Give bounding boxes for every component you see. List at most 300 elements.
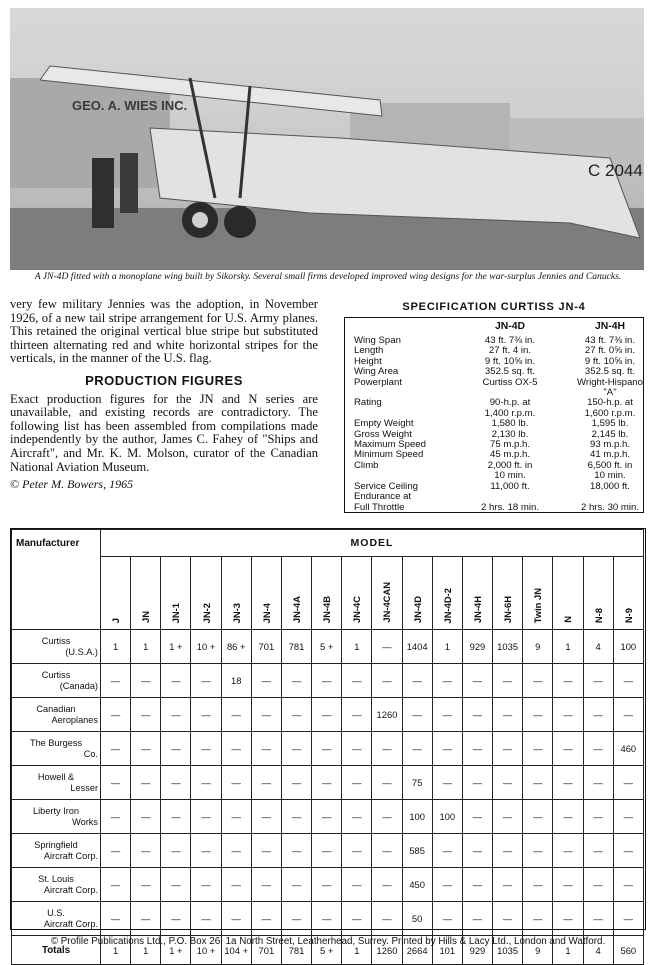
spec-value-jn4h [545,492,654,502]
production-count-cell: — [281,868,311,902]
production-count-cell: — [523,732,553,766]
author-copyright: © Peter M. Bowers, 1965 [10,477,134,492]
manufacturer-name [12,630,101,664]
production-count-cell: 1 [101,936,131,965]
spec-value-jn4h: 18,000 ft. [589,480,630,492]
manufacturer-name-line1: Curtiss [41,635,71,646]
production-count-cell: — [221,800,251,834]
spec-value-jn4d: 1,400 r.p.m. [484,407,536,419]
production-count-cell: — [372,664,402,698]
model-name: JN-4D-2 [441,587,453,623]
model-column-header [131,557,161,630]
production-count-cell: — [281,902,311,936]
model-name: JN-4A [291,595,303,623]
spec-value-jn4h: 93 m.p.h. [590,439,630,451]
production-count-cell: — [523,902,553,936]
model-column-header [312,557,342,630]
model-name: JN-4D [411,595,423,623]
production-count-cell: 101 [432,936,462,965]
production-count-cell: — [462,868,492,902]
production-count-cell: — [342,800,372,834]
model-name: JN [140,611,152,623]
production-count-cell: — [281,698,311,732]
spec-value-jn4h: "A" [603,387,617,399]
spec-label: Minimum Speed [354,449,424,461]
manufacturer-name-line2: Aeroplanes [51,714,98,725]
production-count-cell: — [312,902,342,936]
manufacturer-name-line2: Lesser [70,782,98,793]
production-count-cell: — [523,766,553,800]
production-count-cell: 1 + [161,630,191,664]
spec-value-jn4h: 10 min. [594,470,626,482]
production-count-cell: — [493,698,523,732]
production-count-cell: — [191,868,221,902]
spec-value-jn4d: 2 hrs. 18 min. [480,501,540,513]
production-count-cell: — [131,698,161,732]
model-column-header [553,557,583,630]
production-count-cell: — [161,766,191,800]
spec-value-jn4d: Curtiss OX-5 [482,376,538,388]
production-count-cell: — [312,664,342,698]
model-column-header [523,557,553,630]
model-name: N-8 [592,607,604,623]
production-count-cell: — [161,800,191,834]
production-count-cell: — [523,664,553,698]
production-count-cell: — [191,902,221,936]
manufacturer-name-line1: Canadian [36,703,76,714]
manufacturer-name-line1: The Burgess [29,737,83,748]
production-count-cell: — [281,766,311,800]
production-count-cell: 5 + [312,630,342,664]
production-count-cell: 1 [101,630,131,664]
production-count-cell: — [493,902,523,936]
model-name: JN-3 [230,602,242,623]
production-count-cell: — [523,698,553,732]
production-count-cell: — [583,732,613,766]
production-count-cell: — [493,664,523,698]
model-column-header [613,557,643,630]
production-count-cell: — [402,698,432,732]
manufacturer-name-line1: U.S. [47,907,65,918]
model-column-header [281,557,311,630]
model-column-header [402,557,432,630]
production-count-cell: 1 [131,936,161,965]
spec-value-jn4h: 6,500 ft. in [587,459,633,471]
production-count-cell: — [251,800,281,834]
production-count-cell: — [432,732,462,766]
production-count-cell: — [221,766,251,800]
spec-title: SPECIFICATION CURTISS JN-4 [402,301,586,313]
spec-label: Powerplant [354,376,402,388]
model-name: JN-2 [200,602,212,623]
paragraph-2: Exact production figures for the JN and N series are unavailable, and existing records are contradictory. The following list has been assembled from compilations made independently by the author, James C. Fahey of "Ships and Aircraft", and Mr. K. M. Molson, curator of the Canadian National Aviation Museum. [10,391,318,474]
production-count-cell: — [342,834,372,868]
section-heading: PRODUCTION FIGURES [85,372,243,388]
production-count-cell: — [191,698,221,732]
spec-label: Height [354,355,382,367]
table-row [12,630,644,664]
production-count-cell: — [221,732,251,766]
manufacturer-name [12,868,101,902]
model-name: JN-6H [502,595,514,623]
production-count-cell: 50 [402,902,432,936]
production-count-cell: — [131,868,161,902]
manufacturer-name [12,664,101,698]
model-name: J [110,617,122,623]
spec-label: Maximum Speed [354,439,426,451]
production-count-cell: — [553,766,583,800]
model-column-header [583,557,613,630]
spec-label: Full Throttle [354,501,405,513]
production-count-cell: — [372,902,402,936]
spec-table [344,317,644,513]
model-column-header [161,557,191,630]
spec-label: Service Ceiling [354,480,418,492]
spec-value-jn4h: 27 ft. 0⅝ in. [584,345,636,357]
production-count-cell: — [432,664,462,698]
production-count-cell: — [462,834,492,868]
production-count-cell: — [342,698,372,732]
table-row [12,868,644,902]
production-count-cell: — [462,698,492,732]
manufacturer-name [12,698,101,732]
production-count-cell: 9 [523,936,553,965]
production-count-cell: 100 [402,800,432,834]
production-count-cell: 104 + [221,936,251,965]
production-count-cell: — [281,834,311,868]
publisher-footer: © Profile Publications Ltd., P.O. Box 26, 1a North Street, Leatherhead, Surrey. Printed by Hills & Lacy Ltd., London and Watford. [50,936,606,947]
spec-label: Endurance at [354,491,412,503]
production-count-cell: 2664 [402,936,432,965]
model-name: JN-4C [351,595,363,623]
production-count-cell: — [493,732,523,766]
production-count-cell: — [221,834,251,868]
production-count-cell: — [493,800,523,834]
production-count-cell: 75 [402,766,432,800]
spec-value-jn4d: 9 ft. 10⅝ in. [484,355,536,367]
model-column-header [432,557,462,630]
spec-value-jn4h: 150-h.p. at [587,397,633,409]
production-count-cell: — [493,766,523,800]
production-count-cell: — [101,800,131,834]
production-count-cell: 560 [613,936,643,965]
production-count-cell: — [312,834,342,868]
production-count-cell: — [221,868,251,902]
production-count-cell: — [342,766,372,800]
production-count-cell: 10 + [191,936,221,965]
spec-value-jn4d: 11,000 ft. [490,480,530,492]
production-count-cell: — [101,902,131,936]
production-count-cell: — [583,868,613,902]
production-count-cell: — [161,834,191,868]
manufacturer-name-line1: Howell & [37,771,75,782]
model-name: JN-4H [471,595,483,623]
production-count-cell: — [613,698,643,732]
production-count-cell: — [161,732,191,766]
production-count-cell: — [251,868,281,902]
production-count-cell: — [131,834,161,868]
production-count-cell: — [191,664,221,698]
model-column-header [342,557,372,630]
production-count-cell: — [221,698,251,732]
table-row [12,732,644,766]
production-count-cell: — [191,800,221,834]
production-count-cell: 10 + [191,630,221,664]
production-count-cell: — [312,766,342,800]
production-count-cell: — [523,868,553,902]
production-count-cell: — [131,732,161,766]
manufacturer-name-line2: Aircraft Corp. [43,918,98,929]
spec-value-jn4h: 9 ft. 10⅝ in. [584,355,636,367]
spec-value-jn4d: 10 min. [494,470,526,482]
production-count-cell: 1 [131,630,161,664]
production-count-cell: — [523,800,553,834]
spec-col-head-h: JN-4H [594,321,626,332]
production-count-cell: — [372,868,402,902]
model-name: JN-4 [260,602,272,623]
production-count-cell: 1 [342,936,372,965]
production-count-cell: — [101,766,131,800]
model-name: N [562,616,574,623]
production-count-cell: — [131,902,161,936]
spec-value-jn4d: 90-h.p. at [489,397,531,409]
production-count-cell: — [342,732,372,766]
production-count-cell: 4 [583,630,613,664]
production-count-cell: — [372,800,402,834]
spec-labels [354,336,454,513]
model-column-header [493,557,523,630]
production-count-cell: 460 [613,732,643,766]
spec-value-jn4d: 352.5 sq. ft. [484,366,536,378]
production-count-cell: — [553,732,583,766]
production-count-cell: — [191,766,221,800]
production-count-cell: — [312,732,342,766]
spec-value-jn4d: 45 m.p.h. [490,449,530,461]
model-column-header [221,557,251,630]
spec-value-jn4h: 1,595 lb. [591,418,629,430]
production-count-cell: — [101,698,131,732]
production-count-cell: 1 [553,936,583,965]
production-count-cell: — [101,732,131,766]
production-count-cell: 1404 [402,630,432,664]
production-count-cell: — [131,766,161,800]
model-name: JN-4CAN [381,582,393,623]
manufacturer-name-line2: (Canada) [59,680,98,691]
production-count-cell: — [553,698,583,732]
production-count-cell: 100 [613,630,643,664]
production-count-cell: — [462,902,492,936]
production-count-cell: — [462,800,492,834]
production-count-cell: 1 + [161,936,191,965]
production-count-cell: — [402,732,432,766]
production-count-cell: 929 [462,936,492,965]
production-count-cell: — [281,664,311,698]
article-text [10,298,318,492]
production-count-cell: 1035 [493,936,523,965]
manufacturer-name: Totals [12,936,101,965]
production-count-cell: 1 [342,630,372,664]
production-count-cell: — [161,664,191,698]
production-count-cell: — [372,630,402,664]
production-count-cell: 100 [432,800,462,834]
production-count-cell: — [342,664,372,698]
model-column-header [191,557,221,630]
spec-label: Empty Weight [354,418,414,430]
manufacturer-name-line1: Curtiss [41,669,71,680]
production-count-cell: — [553,664,583,698]
table-row [12,766,644,800]
spec-value-jn4d: 43 ft. 7⅜ in. [484,335,536,346]
production-count-cell: 1035 [493,630,523,664]
production-count-cell: 9 [523,630,553,664]
production-count-cell: — [583,902,613,936]
manufacturer-header: Manufacturer [12,530,101,630]
production-count-cell: — [131,800,161,834]
manufacturer-name-line1: Springfield [34,839,78,850]
manufacturer-name [12,902,101,936]
spec-value-jn4h: 2,145 lb. [591,428,629,440]
production-count-cell: 1 [432,630,462,664]
spec-value-jn4h: 352.5 sq. ft. [584,366,636,378]
production-count-cell: — [161,868,191,902]
spec-value-jn4d: 27 ft. 4 in. [488,345,532,357]
spec-value-jn4d: 75 m.p.h. [490,439,530,451]
production-count-cell: — [613,868,643,902]
production-count-cell: — [312,698,342,732]
production-count-cell: — [251,664,281,698]
model-name: JN-4B [321,595,333,623]
table-row [12,800,644,834]
production-count-cell: — [281,732,311,766]
production-count-cell: — [553,834,583,868]
production-count-cell: — [583,766,613,800]
table-row [12,902,644,936]
spec-value-jn4d: 1,580 lb. [491,418,529,430]
spec-value-jn4d: 2,130 lb. [491,428,529,440]
model-column-header [372,557,402,630]
photo-caption: A JN-4D fitted with a monoplane wing built by Sikorsky. Several small firms developed improved wing designs for the war-surplus Jennies and Canucks. [34,271,622,282]
production-count-cell: 18 [221,664,251,698]
production-count-cell: — [493,834,523,868]
production-count-cell: — [342,868,372,902]
manufacturer-name-line2: Works [72,816,98,827]
production-count-cell: — [583,800,613,834]
production-count-cell: — [101,834,131,868]
production-count-cell: — [432,868,462,902]
production-count-cell: — [613,902,643,936]
production-count-cell: — [221,902,251,936]
production-count-cell: — [583,698,613,732]
production-count-cell: — [402,664,432,698]
model-column-header [462,557,492,630]
spec-column-jn4h [545,322,654,513]
production-count-cell: — [462,732,492,766]
production-count-cell: — [613,766,643,800]
spec-label: Gross Weight [354,428,412,440]
production-count-cell: — [191,732,221,766]
model-column-header [101,557,131,630]
production-count-cell: 781 [281,936,311,965]
manufacturer-name-line2: Aircraft Corp. [43,850,98,861]
production-count-cell: — [583,834,613,868]
production-count-cell: — [553,800,583,834]
manufacturer-name [12,766,101,800]
manufacturer-name-line2: Co. [83,748,98,759]
manufacturer-name-line2: Aircraft Corp. [43,884,98,895]
production-count-cell: — [101,868,131,902]
production-count-cell: — [372,732,402,766]
production-count-cell: — [462,766,492,800]
spec-value-jn4h: Wright-Hispano [577,376,643,388]
spec-value-jn4h: 1,600 r.p.m. [584,407,636,419]
production-count-cell: — [613,664,643,698]
production-count-cell: 450 [402,868,432,902]
production-count-cell: 1260 [372,936,402,965]
production-count-cell: — [432,902,462,936]
production-count-cell: 4 [583,936,613,965]
model-name: Twin JN [532,587,544,623]
spec-label: Wing Area [354,366,399,378]
production-count-cell: — [251,766,281,800]
spec-value-jn4h: 43 ft. 7⅜ in. [584,335,636,346]
production-count-cell: — [432,698,462,732]
production-count-cell: 1 [553,630,583,664]
spec-value-jn4h: 2 hrs. 30 min. [580,501,640,513]
production-count-cell: — [251,698,281,732]
spec-col-head-d: JN-4D [494,321,526,332]
spec-value-jn4h: 41 m.p.h. [590,449,630,461]
production-count-cell: 1260 [372,698,402,732]
paragraph-1: very few military Jennies was the adoption, in November 1926, of a new tail stripe arrangement for U.S. Army planes. This retained the original vertical blue stripe but substituted thirteen alternating red and white horizontal stripes for the verticals, in the manner of the U.S. flag. [10,297,318,366]
table-row [12,698,644,732]
aircraft-illustration [10,8,644,270]
production-count-cell: 929 [462,630,492,664]
production-count-cell: — [613,834,643,868]
manufacturer-name-line2: (U.S.A.) [65,646,98,657]
production-count-cell: — [553,902,583,936]
manufacturer-name [12,732,101,766]
production-count-cell: — [131,664,161,698]
production-count-cell: 5 + [312,936,342,965]
spec-label: Length [354,345,384,357]
production-count-cell: — [161,698,191,732]
spec-label: Wing Span [354,335,401,346]
model-header: MODEL [101,530,644,557]
production-count-cell: — [161,902,191,936]
spec-label: Climb [354,459,379,471]
production-count-cell: — [101,664,131,698]
production-count-cell: — [432,766,462,800]
production-count-cell: 86 + [221,630,251,664]
production-count-cell: — [251,834,281,868]
production-count-cell: — [553,868,583,902]
aircraft-code: C 2044 [588,161,643,180]
production-grid [11,529,644,965]
manufacturer-name [12,800,101,834]
production-count-cell: — [251,732,281,766]
production-count-cell: — [281,800,311,834]
production-count-cell: — [613,800,643,834]
manufacturer-name-line1: Liberty Iron [33,805,79,816]
production-count-cell: — [251,902,281,936]
production-count-cell: — [372,766,402,800]
manufacturer-name-line1: St. Louis [38,873,74,884]
production-count-cell: — [462,664,492,698]
production-count-cell: 701 [251,936,281,965]
production-count-cell: — [372,834,402,868]
hangar-sign: GEO. A. WIES INC. [72,98,188,113]
production-count-cell: — [493,868,523,902]
